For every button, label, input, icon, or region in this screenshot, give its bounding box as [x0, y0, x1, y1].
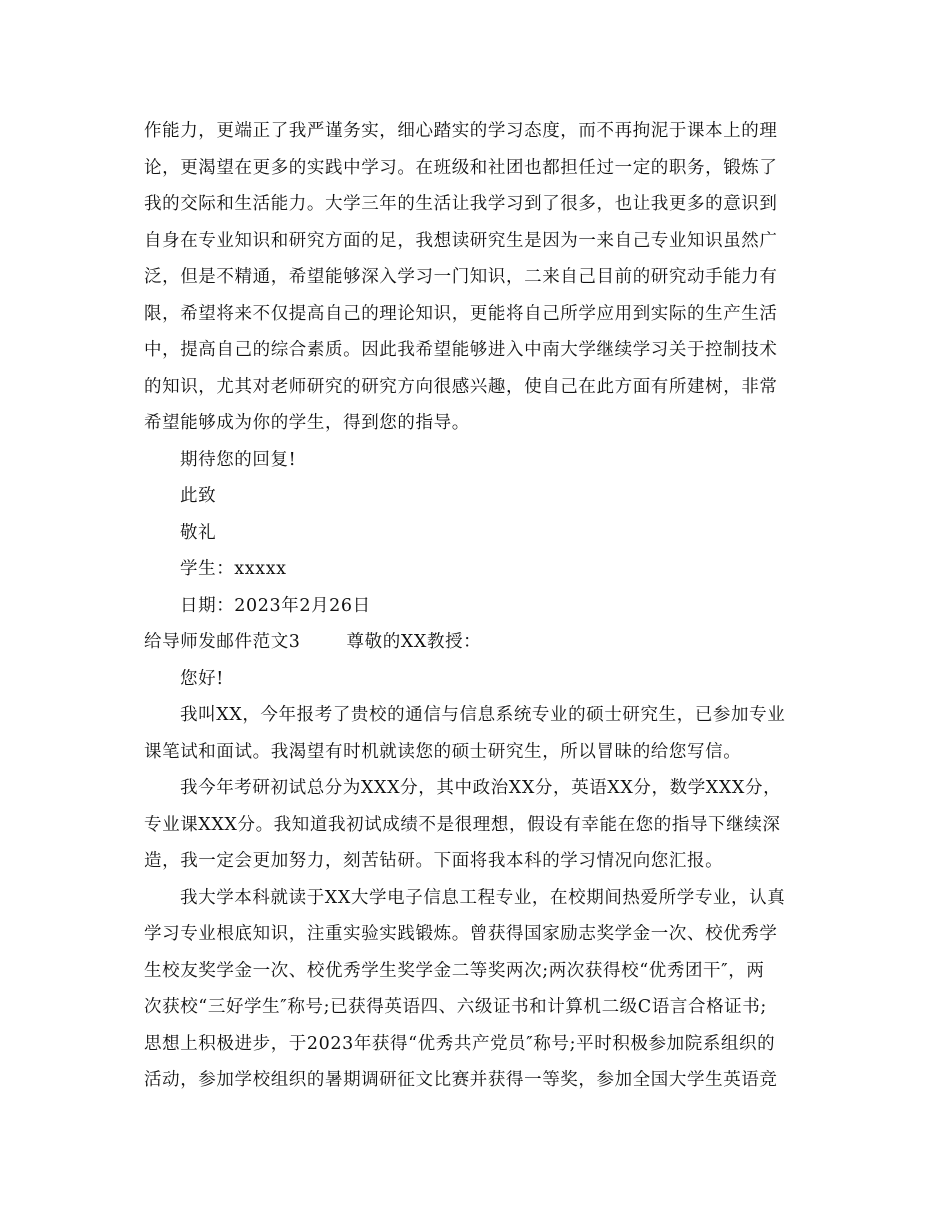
paragraph-line: 次获校“三好学生″称号;已获得英语四、六级证书和计算机二级C语言合格证书; — [144, 997, 767, 1017]
paragraph-line: 我叫XX，今年报考了贵校的通信与信息系统专业的硕士研究生，已参加专业 — [180, 705, 786, 725]
section-heading-line — [144, 624, 814, 661]
paragraph-line: 中，提高自己的综合素质。因此我希望能够进入中南大学继续学习关于控制技术 — [144, 340, 778, 360]
paragraph-line: 希望能够成为你的学生，得到您的指导。 — [144, 413, 470, 433]
paragraph-line: 论，更渴望在更多的实践中学习。在班级和社团也都担任过一定的职务，锻炼了 — [144, 157, 778, 178]
paragraph-line: 限，希望将来不仅提高自己的理论知识，更能将自己所学应用到实际的生产生活 — [144, 303, 778, 324]
paragraph-line: 的知识，尤其对老师研究的研究方向很感兴趣，使自己在此方面有所建树，非常 — [144, 376, 778, 397]
closing-reply: 期待您的回复! — [180, 449, 297, 470]
paragraph-ability — [144, 113, 814, 442]
closing-jingli: 敬礼 — [180, 522, 217, 543]
paragraph-line: 造，我一定会更加努力，刻苦钻研。下面将我本科的学习情况向您汇报。 — [144, 851, 724, 871]
salutation: 尊敬的XX教授： — [346, 632, 482, 652]
paragraph-line: 学习专业根底知识，注重实验实践锻炼。曾获得国家励志奖学金一次、校优秀学 — [144, 924, 778, 944]
paragraph-introduction — [144, 697, 814, 770]
paragraph-scores — [144, 770, 814, 880]
paragraph-undergraduate — [144, 880, 814, 1099]
paragraph-line: 我大学本科就读于XX大学电子信息工程专业，在校期间热爱所学专业，认真 — [180, 887, 786, 908]
paragraph-line: 专业课XXX分。我知道我初试成绩不是很理想，假设有幸能在您的指导下继续深 — [144, 814, 781, 835]
letter-body — [144, 113, 814, 1099]
paragraph-line: 课笔试和面试。我渴望有时机就读您的硕士研究生，所以冒昧的给您写信。 — [144, 741, 742, 762]
paragraph-line: 泛，但是不精通，希望能够深入学习一门知识，二来自己目前的研究动手能力有 — [144, 267, 778, 287]
paragraph-line: 活动，参加学校组织的暑期调研征文比赛并获得一等奖，参加全国大学生英语竞 — [144, 1070, 778, 1090]
greeting: 您好! — [180, 668, 224, 689]
date: 日期：2023年2月26日 — [180, 595, 371, 616]
paragraph-line: 思想上积极进步，于2023年获得“优秀共产党员″称号;平时积极参加院系组织的 — [144, 1033, 776, 1054]
paragraph-line: 作能力，更端正了我严谨务实，细心踏实的学习态度，而不再拘泥于课本上的理 — [144, 121, 778, 141]
paragraph-line: 自身在专业知识和研究方面的足，我想读研究生是因为一来自己专业知识虽然广 — [144, 230, 778, 251]
signature: 学生：xxxxx — [180, 559, 287, 579]
section-title: 给导师发邮件范文3 — [144, 632, 301, 652]
paragraph-line: 我的交际和生活能力。大学三年的生活让我学习到了很多，也让我更多的意识到 — [144, 194, 778, 214]
closing-cizhi: 此致 — [180, 486, 217, 506]
paragraph-line: 生校友奖学金一次、校优秀学生奖学金二等奖两次;两次获得校“优秀团干″，两 — [144, 960, 765, 981]
paragraph-line: 我今年考研初试总分为XXX分，其中政治XX分，英语XX分，数学XXX分， — [180, 778, 782, 798]
